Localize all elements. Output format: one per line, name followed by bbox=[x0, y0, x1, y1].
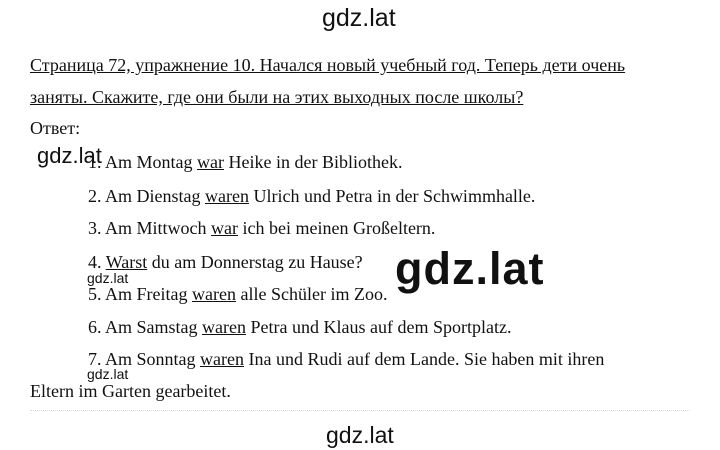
answer-line-4 bbox=[88, 252, 363, 273]
line-text: du am Donnerstag zu Hause? bbox=[147, 252, 363, 272]
verb-underlined: war bbox=[197, 152, 224, 172]
answer-line-1 bbox=[88, 152, 402, 173]
watermark-top: gdz.lat bbox=[322, 4, 396, 32]
watermark-center: gdz.lat bbox=[395, 243, 545, 294]
exercise-header-line-1: Страница 72, упражнение 10. Начался новый учебный год. Теперь дети очень bbox=[30, 55, 626, 75]
line-text: 7. Am Sonntag bbox=[88, 349, 201, 369]
answer-line-7 bbox=[88, 349, 664, 370]
answer-line-5 bbox=[88, 284, 387, 305]
line-text: alle Schüler im Zoo. bbox=[235, 284, 388, 304]
exercise-header-line-2: заняты. Скажите, где они были на этих выходных после школы? bbox=[30, 87, 524, 107]
line-text: Heike in der Bibliothek. bbox=[224, 152, 403, 172]
answer-line-2 bbox=[88, 186, 535, 207]
line-text: 1. Am Montag bbox=[88, 152, 198, 172]
watermark-left: gdz.lat bbox=[37, 143, 102, 168]
line-text: 4. bbox=[88, 252, 106, 272]
verb-underlined: waren bbox=[200, 349, 244, 369]
line-text: 6. Am Samstag bbox=[88, 317, 203, 337]
verb-underlined: war bbox=[211, 218, 238, 238]
verb-underlined: Warst bbox=[105, 252, 148, 272]
answer-label: Ответ: bbox=[30, 118, 81, 138]
faded-divider bbox=[30, 410, 690, 417]
answer-line-3 bbox=[88, 218, 435, 239]
line-text: Ina und Rudi auf dem Lande. Sie haben mit ihren bbox=[244, 349, 605, 369]
answer-line-6 bbox=[88, 317, 511, 338]
watermark-small-1: gdz.lat bbox=[87, 270, 129, 286]
line-text: 3. Am Mittwoch bbox=[88, 218, 212, 238]
line-text: Ulrich und Petra in der Schwimmhalle. bbox=[248, 186, 536, 206]
line-text: 5. Am Freitag bbox=[88, 284, 192, 304]
watermark-small-2: gdz.lat bbox=[87, 366, 129, 382]
verb-underlined: waren bbox=[192, 284, 236, 304]
line-text: ich bei meinen Großeltern. bbox=[238, 218, 436, 238]
answer-line-7-continuation: Eltern im Garten gearbeitet. bbox=[30, 381, 231, 401]
line-text: 2. Am Dienstag bbox=[88, 186, 205, 206]
line-text: Petra und Klaus auf dem Sportplatz. bbox=[246, 317, 512, 337]
watermark-bottom: gdz.lat bbox=[326, 422, 394, 448]
verb-underlined: waren bbox=[202, 317, 246, 337]
verb-underlined: waren bbox=[205, 186, 249, 206]
